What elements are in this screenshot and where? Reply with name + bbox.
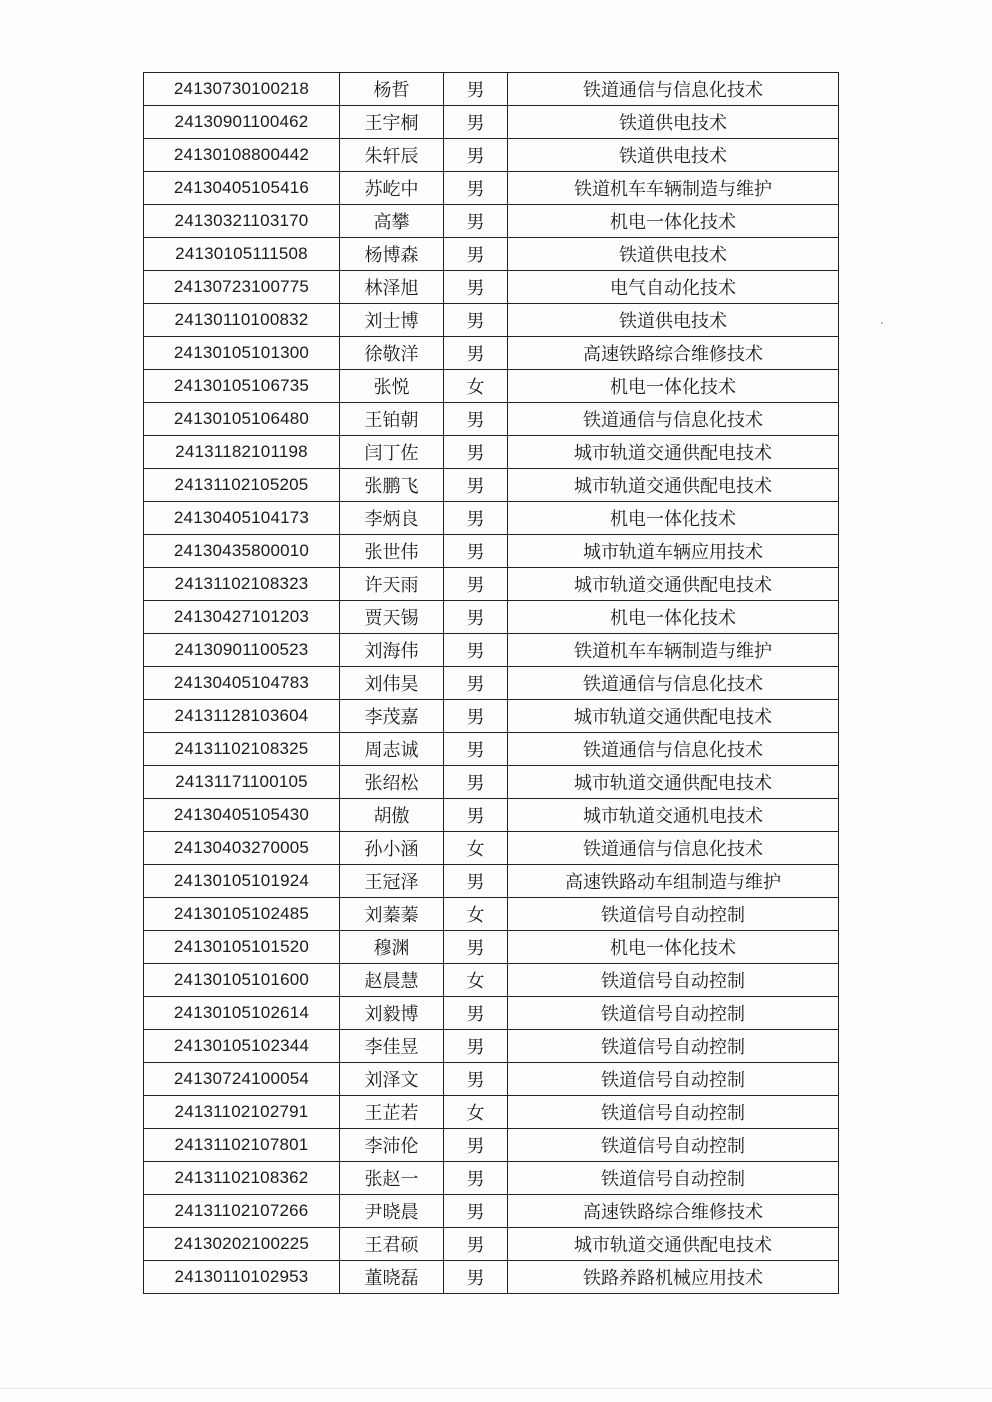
gender-cell: 男 [444,337,508,370]
exam-number-cell: 24130202100225 [144,1228,340,1261]
exam-number-cell: 24131102107801 [144,1129,340,1162]
gender-cell: 男 [444,997,508,1030]
student-name-cell: 徐敬洋 [340,337,444,370]
major-cell: 城市轨道车辆应用技术 [508,535,839,568]
gender-cell: 男 [444,1030,508,1063]
gender-cell: 男 [444,205,508,238]
exam-number-cell: 24131102102791 [144,1096,340,1129]
student-name-cell: 李炳良 [340,502,444,535]
gender-cell: 男 [444,1228,508,1261]
exam-number-cell: 24130405104173 [144,502,340,535]
gender-cell: 男 [444,1195,508,1228]
exam-number-cell: 24130105102344 [144,1030,340,1063]
student-name-cell: 刘毅博 [340,997,444,1030]
major-cell: 铁道通信与信息化技术 [508,733,839,766]
exam-number-cell: 24130435800010 [144,535,340,568]
table-row [144,238,839,271]
table-row [144,1063,839,1096]
exam-number-cell: 24131102107266 [144,1195,340,1228]
gender-cell: 男 [444,304,508,337]
table-row [144,502,839,535]
exam-number-cell: 24130105106735 [144,370,340,403]
gender-cell: 男 [444,469,508,502]
exam-number-cell: 24131171100105 [144,766,340,799]
major-cell: 铁道供电技术 [508,139,839,172]
major-cell: 铁道供电技术 [508,106,839,139]
major-cell: 铁道信号自动控制 [508,997,839,1030]
exam-number-cell: 24130901100462 [144,106,340,139]
student-name-cell: 张悦 [340,370,444,403]
exam-number-cell: 24130108800442 [144,139,340,172]
exam-number-cell: 24131182101198 [144,436,340,469]
exam-number-cell: 24131102108325 [144,733,340,766]
student-name-cell: 刘泽文 [340,1063,444,1096]
student-name-cell: 王冠泽 [340,865,444,898]
table-row [144,832,839,865]
major-cell: 铁道信号自动控制 [508,1030,839,1063]
major-cell: 高速铁路综合维修技术 [508,1195,839,1228]
major-cell: 铁道通信与信息化技术 [508,667,839,700]
student-name-cell: 穆渊 [340,931,444,964]
gender-cell: 男 [444,403,508,436]
gender-cell: 男 [444,865,508,898]
major-cell: 铁道通信与信息化技术 [508,73,839,106]
gender-cell: 男 [444,931,508,964]
gender-cell: 男 [444,1063,508,1096]
student-name-cell: 刘伟昊 [340,667,444,700]
student-name-cell: 赵晨慧 [340,964,444,997]
scan-bottom-edge [0,1388,992,1389]
table-row [144,865,839,898]
major-cell: 电气自动化技术 [508,271,839,304]
exam-number-cell: 24130110102953 [144,1261,340,1294]
exam-number-cell: 24130403270005 [144,832,340,865]
student-name-cell: 朱轩辰 [340,139,444,172]
exam-number-cell: 24130405105416 [144,172,340,205]
gender-cell: 男 [444,667,508,700]
major-cell: 机电一体化技术 [508,370,839,403]
gender-cell: 女 [444,898,508,931]
table-row [144,73,839,106]
gender-cell: 男 [444,271,508,304]
table-row [144,1228,839,1261]
table-row [144,535,839,568]
major-cell: 铁路养路机械应用技术 [508,1261,839,1294]
student-roster-table [143,72,839,1294]
student-name-cell: 闫丁佐 [340,436,444,469]
gender-cell: 女 [444,964,508,997]
exam-number-cell: 24130110100832 [144,304,340,337]
scan-speck [881,322,883,324]
major-cell: 机电一体化技术 [508,205,839,238]
student-name-cell: 高攀 [340,205,444,238]
major-cell: 城市轨道交通供配电技术 [508,469,839,502]
gender-cell: 男 [444,1261,508,1294]
student-name-cell: 胡傲 [340,799,444,832]
table-row [144,172,839,205]
student-name-cell: 王君硕 [340,1228,444,1261]
table-row [144,271,839,304]
gender-cell: 男 [444,700,508,733]
table-row [144,469,839,502]
table-row [144,1096,839,1129]
table-row [144,337,839,370]
exam-number-cell: 24130105106480 [144,403,340,436]
major-cell: 城市轨道交通供配电技术 [508,700,839,733]
table-row [144,766,839,799]
student-name-cell: 李佳昱 [340,1030,444,1063]
exam-number-cell: 24131128103604 [144,700,340,733]
gender-cell: 男 [444,1129,508,1162]
gender-cell: 男 [444,568,508,601]
gender-cell: 男 [444,535,508,568]
table-row [144,1162,839,1195]
table-row [144,667,839,700]
student-name-cell: 刘士博 [340,304,444,337]
table-row [144,1129,839,1162]
gender-cell: 男 [444,1162,508,1195]
exam-number-cell: 24130105101300 [144,337,340,370]
major-cell: 城市轨道交通机电技术 [508,799,839,832]
student-name-cell: 杨博森 [340,238,444,271]
exam-number-cell: 24130723100775 [144,271,340,304]
student-name-cell: 杨哲 [340,73,444,106]
major-cell: 铁道供电技术 [508,304,839,337]
major-cell: 铁道信号自动控制 [508,964,839,997]
exam-number-cell: 24130427101203 [144,601,340,634]
major-cell: 城市轨道交通供配电技术 [508,436,839,469]
table-row [144,1030,839,1063]
gender-cell: 女 [444,1096,508,1129]
gender-cell: 男 [444,73,508,106]
major-cell: 铁道信号自动控制 [508,1096,839,1129]
student-name-cell: 孙小涵 [340,832,444,865]
gender-cell: 女 [444,832,508,865]
student-name-cell: 贾天锡 [340,601,444,634]
exam-number-cell: 24130105101924 [144,865,340,898]
exam-number-cell: 24130405104783 [144,667,340,700]
major-cell: 城市轨道交通供配电技术 [508,568,839,601]
gender-cell: 男 [444,733,508,766]
gender-cell: 男 [444,766,508,799]
major-cell: 铁道机车车辆制造与维护 [508,172,839,205]
gender-cell: 男 [444,106,508,139]
gender-cell: 男 [444,799,508,832]
table-row [144,931,839,964]
exam-number-cell: 24131102108323 [144,568,340,601]
major-cell: 城市轨道交通供配电技术 [508,766,839,799]
student-name-cell: 李沛伦 [340,1129,444,1162]
student-name-cell: 林泽旭 [340,271,444,304]
major-cell: 铁道通信与信息化技术 [508,832,839,865]
table-row [144,964,839,997]
table-row [144,568,839,601]
student-name-cell: 王芷若 [340,1096,444,1129]
major-cell: 铁道信号自动控制 [508,898,839,931]
major-cell: 铁道供电技术 [508,238,839,271]
table-row [144,799,839,832]
table-row [144,139,839,172]
exam-number-cell: 24130321103170 [144,205,340,238]
student-name-cell: 刘蓁蓁 [340,898,444,931]
major-cell: 铁道信号自动控制 [508,1063,839,1096]
major-cell: 铁道通信与信息化技术 [508,403,839,436]
gender-cell: 男 [444,139,508,172]
major-cell: 城市轨道交通供配电技术 [508,1228,839,1261]
exam-number-cell: 24130730100218 [144,73,340,106]
table-row [144,403,839,436]
gender-cell: 男 [444,601,508,634]
major-cell: 高速铁路综合维修技术 [508,337,839,370]
student-name-cell: 王宇桐 [340,106,444,139]
student-name-cell: 苏屹中 [340,172,444,205]
exam-number-cell: 24130105101600 [144,964,340,997]
gender-cell: 女 [444,370,508,403]
student-name-cell: 张赵一 [340,1162,444,1195]
student-name-cell: 李茂嘉 [340,700,444,733]
student-name-cell: 王铂朝 [340,403,444,436]
table-row [144,1195,839,1228]
table-row [144,436,839,469]
major-cell: 机电一体化技术 [508,502,839,535]
table-row [144,634,839,667]
student-name-cell: 张世伟 [340,535,444,568]
major-cell: 铁道信号自动控制 [508,1129,839,1162]
table-row [144,898,839,931]
table-row [144,997,839,1030]
exam-number-cell: 24130105101520 [144,931,340,964]
student-name-cell: 董晓磊 [340,1261,444,1294]
major-cell: 高速铁路动车组制造与维护 [508,865,839,898]
exam-number-cell: 24130724100054 [144,1063,340,1096]
student-name-cell: 张鹏飞 [340,469,444,502]
student-name-cell: 刘海伟 [340,634,444,667]
gender-cell: 男 [444,238,508,271]
gender-cell: 男 [444,172,508,205]
student-name-cell: 张绍松 [340,766,444,799]
table-row [144,370,839,403]
student-name-cell: 周志诚 [340,733,444,766]
table-row [144,601,839,634]
table-row [144,205,839,238]
major-cell: 铁道信号自动控制 [508,1162,839,1195]
exam-number-cell: 24131102105205 [144,469,340,502]
table-row [144,733,839,766]
student-name-cell: 尹晓晨 [340,1195,444,1228]
gender-cell: 男 [444,436,508,469]
gender-cell: 男 [444,502,508,535]
major-cell: 铁道机车车辆制造与维护 [508,634,839,667]
exam-number-cell: 24130105111508 [144,238,340,271]
student-name-cell: 许天雨 [340,568,444,601]
exam-number-cell: 24131102108362 [144,1162,340,1195]
gender-cell: 男 [444,634,508,667]
roster-body [144,73,839,1294]
exam-number-cell: 24130105102614 [144,997,340,1030]
table-row [144,700,839,733]
exam-number-cell: 24130105102485 [144,898,340,931]
table-row [144,106,839,139]
table-row [144,304,839,337]
exam-number-cell: 24130405105430 [144,799,340,832]
major-cell: 机电一体化技术 [508,601,839,634]
major-cell: 机电一体化技术 [508,931,839,964]
exam-number-cell: 24130901100523 [144,634,340,667]
table-row [144,1261,839,1294]
